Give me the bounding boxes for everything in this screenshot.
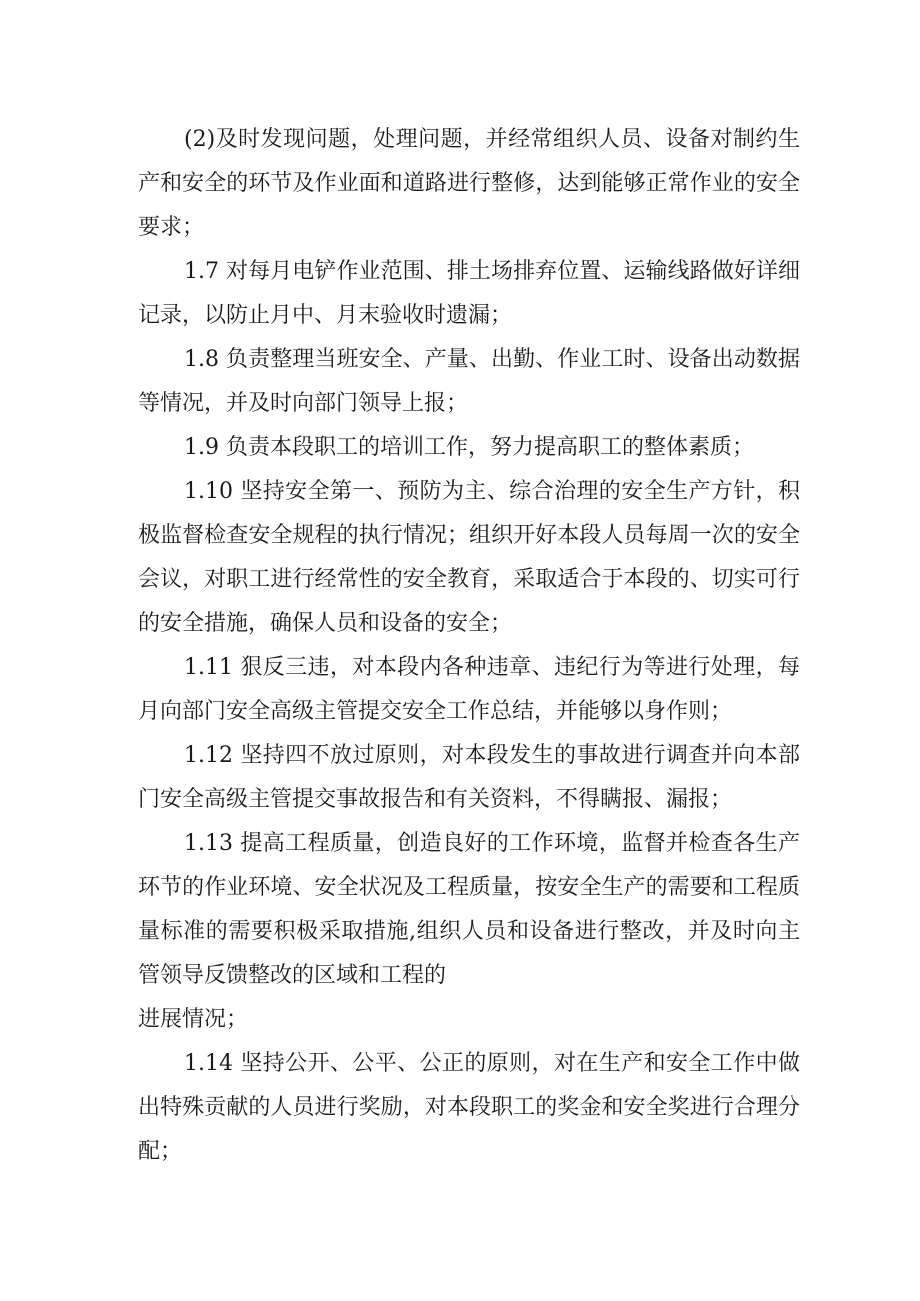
paragraph-1-9-training: 1.9 负责本段职工的培训工作，努力提高职工的整体素质； (184, 435, 754, 460)
paragraph-2-problem-handling: (2)及时发现问题，处理问题，并经常组织人员、设备对制约生产和安全的环节及作业面和道路进行整修，达到能够正常作业的安全要求； (138, 127, 800, 240)
document-body (138, 118, 800, 1174)
paragraph-1-11-violations: 1.11 狠反三违，对本段内各种违章、违纪行为等进行处理，每月向部门安全高级主管提交安全工作总结，并能够以身作则； (138, 655, 800, 724)
paragraph-1-14-rewards: 1.14 坚持公开、公平、公正的原则，对在生产和安全工作中做出特殊贡献的人员进行奖励，对本段职工的奖金和安全奖进行合理分配； (138, 1051, 800, 1164)
paragraph-1-12-accidents: 1.12 坚持四不放过原则，对本段发生的事故进行调查并向本部门安全高级主管提交事故报告和有关资料，不得瞒报、漏报； (138, 743, 800, 812)
paragraph-1-7-records: 1.7 对每月电铲作业范围、排土场排弃位置、运输线路做好详细记录，以防止月中、月末验收时遗漏； (138, 259, 800, 328)
paragraph-1-13-quality: 1.13 提高工程质量，创造良好的工作环境，监督并检查各生产环节的作业环境、安全状况及工程质量，按安全生产的需要和工程质量标准的需要积极采取措施,组织人员和设备进行整改，并及时向主管领导反馈整改的区域和工程的 (138, 831, 800, 988)
paragraph-1-8-data-report: 1.8 负责整理当班安全、产量、出勤、作业工时、设备出动数据等情况，并及时向部门领导上报； (138, 347, 800, 416)
paragraph-1-10-safety-policy: 1.10 坚持安全第一、预防为主、综合治理的安全生产方针，积极监督检查安全规程的执行情况；组织开好本段人员每周一次的安全会议，对职工进行经常性的安全教育，采取适合于本段的、切实可行的安全措施，确保人员和设备的安全； (138, 479, 800, 636)
paragraph-1-13-continuation: 进展情况； (138, 1007, 249, 1032)
